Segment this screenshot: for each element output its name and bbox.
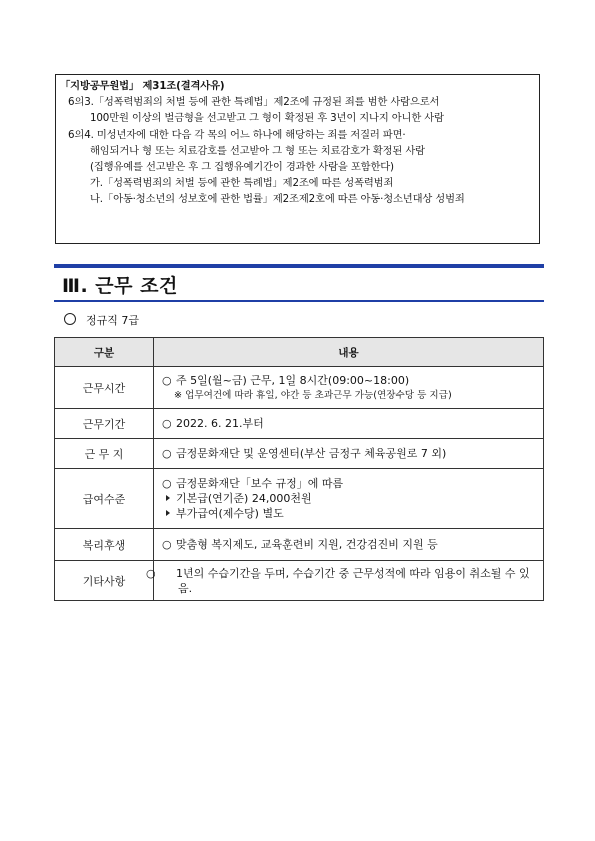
table-row bbox=[55, 529, 544, 561]
table-row bbox=[55, 469, 544, 529]
law-line: 100만원 이상의 벌금형을 선고받고 그 형이 확정된 후 3년이 지나지 아니한 사람 bbox=[90, 112, 444, 125]
table-row bbox=[55, 439, 544, 469]
section-top-rule bbox=[54, 264, 544, 268]
subheading bbox=[64, 312, 139, 328]
circle-bullet-icon: ○ bbox=[146, 566, 156, 580]
row-text: 2022. 6. 21.부터 bbox=[176, 417, 264, 430]
row-note: ※ 업무여건에 따라 휴일, 야간 등 초과근무 가능(연장수당 등 지급) bbox=[174, 389, 452, 401]
row-value bbox=[154, 439, 544, 469]
row-key: 근무시간 bbox=[55, 367, 154, 409]
table-row bbox=[55, 561, 544, 601]
circle-bullet-icon: ○ bbox=[162, 538, 172, 551]
law-line: (집행유예를 선고받은 후 그 집행유예기간이 경과한 사람을 포함한다) bbox=[90, 161, 394, 174]
row-bullet-text: 부가급여(제수당) 별도 bbox=[176, 507, 284, 520]
triangle-bullet-icon bbox=[166, 495, 170, 501]
section-bottom-rule bbox=[54, 300, 544, 302]
circle-bullet-icon: ○ bbox=[162, 447, 172, 460]
row-text: 금정문화재단 및 운영센터(부산 금정구 체육공원로 7 외) bbox=[176, 447, 447, 460]
law-line: 6의4. 미성년자에 대한 다음 각 목의 어느 하나에 해당하는 죄를 저질러 파면· bbox=[68, 128, 406, 141]
law-line: 해임되거나 형 또는 치료감호를 선고받아 그 형 또는 치료감호가 확정된 사람 bbox=[90, 144, 425, 157]
row-key: 근무기간 bbox=[55, 409, 154, 439]
circle-bullet-icon: ○ bbox=[162, 477, 172, 490]
law-line: 6의3.「성폭력범죄의 처벌 등에 관한 특례법」제2조에 규정된 죄를 범한 사람으로서 bbox=[68, 96, 440, 109]
header-category: 구분 bbox=[55, 338, 154, 367]
circle-icon bbox=[64, 313, 76, 325]
row-text: 1년의 수습기간을 두며, 수습기간 중 근무성적에 따라 임용이 취소될 수 있음. bbox=[176, 566, 530, 595]
table-row bbox=[55, 409, 544, 439]
section-title: Ⅲ. 근무 조건 bbox=[62, 275, 178, 297]
triangle-bullet-icon bbox=[166, 510, 170, 516]
row-key: 급여수준 bbox=[55, 469, 154, 529]
section-header bbox=[54, 264, 544, 302]
row-key: 복리후생 bbox=[55, 529, 154, 561]
row-value bbox=[154, 409, 544, 439]
law-excerpt-box bbox=[55, 74, 540, 244]
row-value bbox=[146, 561, 544, 601]
header-content: 내용 bbox=[154, 338, 544, 367]
table-row bbox=[55, 367, 544, 409]
law-line: 가.「성폭력범죄의 처벌 등에 관한 특례법」제2조에 따른 성폭력범죄 bbox=[90, 177, 394, 190]
circle-bullet-icon: ○ bbox=[162, 417, 172, 430]
row-text: 주 5일(월~금) 근무, 1일 8시간(09:00~18:00) bbox=[176, 373, 410, 387]
law-line: 나.「아동·청소년의 성보호에 관한 법률」제2조제2호에 따른 아동·청소년대상 성범죄 bbox=[90, 193, 465, 206]
table-header-row bbox=[55, 338, 544, 367]
row-text: 금정문화재단「보수 규정」에 따름 bbox=[176, 477, 344, 490]
row-bullet-text: 기본급(연기준) 24,000천원 bbox=[176, 492, 312, 505]
row-value bbox=[154, 529, 544, 561]
row-text: 맞춤형 복지제도, 교육훈련비 지원, 건강검진비 지원 등 bbox=[176, 538, 438, 551]
row-value bbox=[154, 469, 544, 529]
subheading-text: 정규직 7급 bbox=[86, 314, 139, 327]
circle-bullet-icon: ○ bbox=[162, 373, 172, 387]
row-key: 근 무 지 bbox=[55, 439, 154, 469]
law-excerpt-title: 「지방공무원법」 제31조(결격사유) bbox=[60, 80, 225, 92]
work-conditions-table bbox=[54, 337, 544, 601]
row-value bbox=[154, 367, 544, 409]
row-key: 기타사항 bbox=[55, 561, 154, 601]
